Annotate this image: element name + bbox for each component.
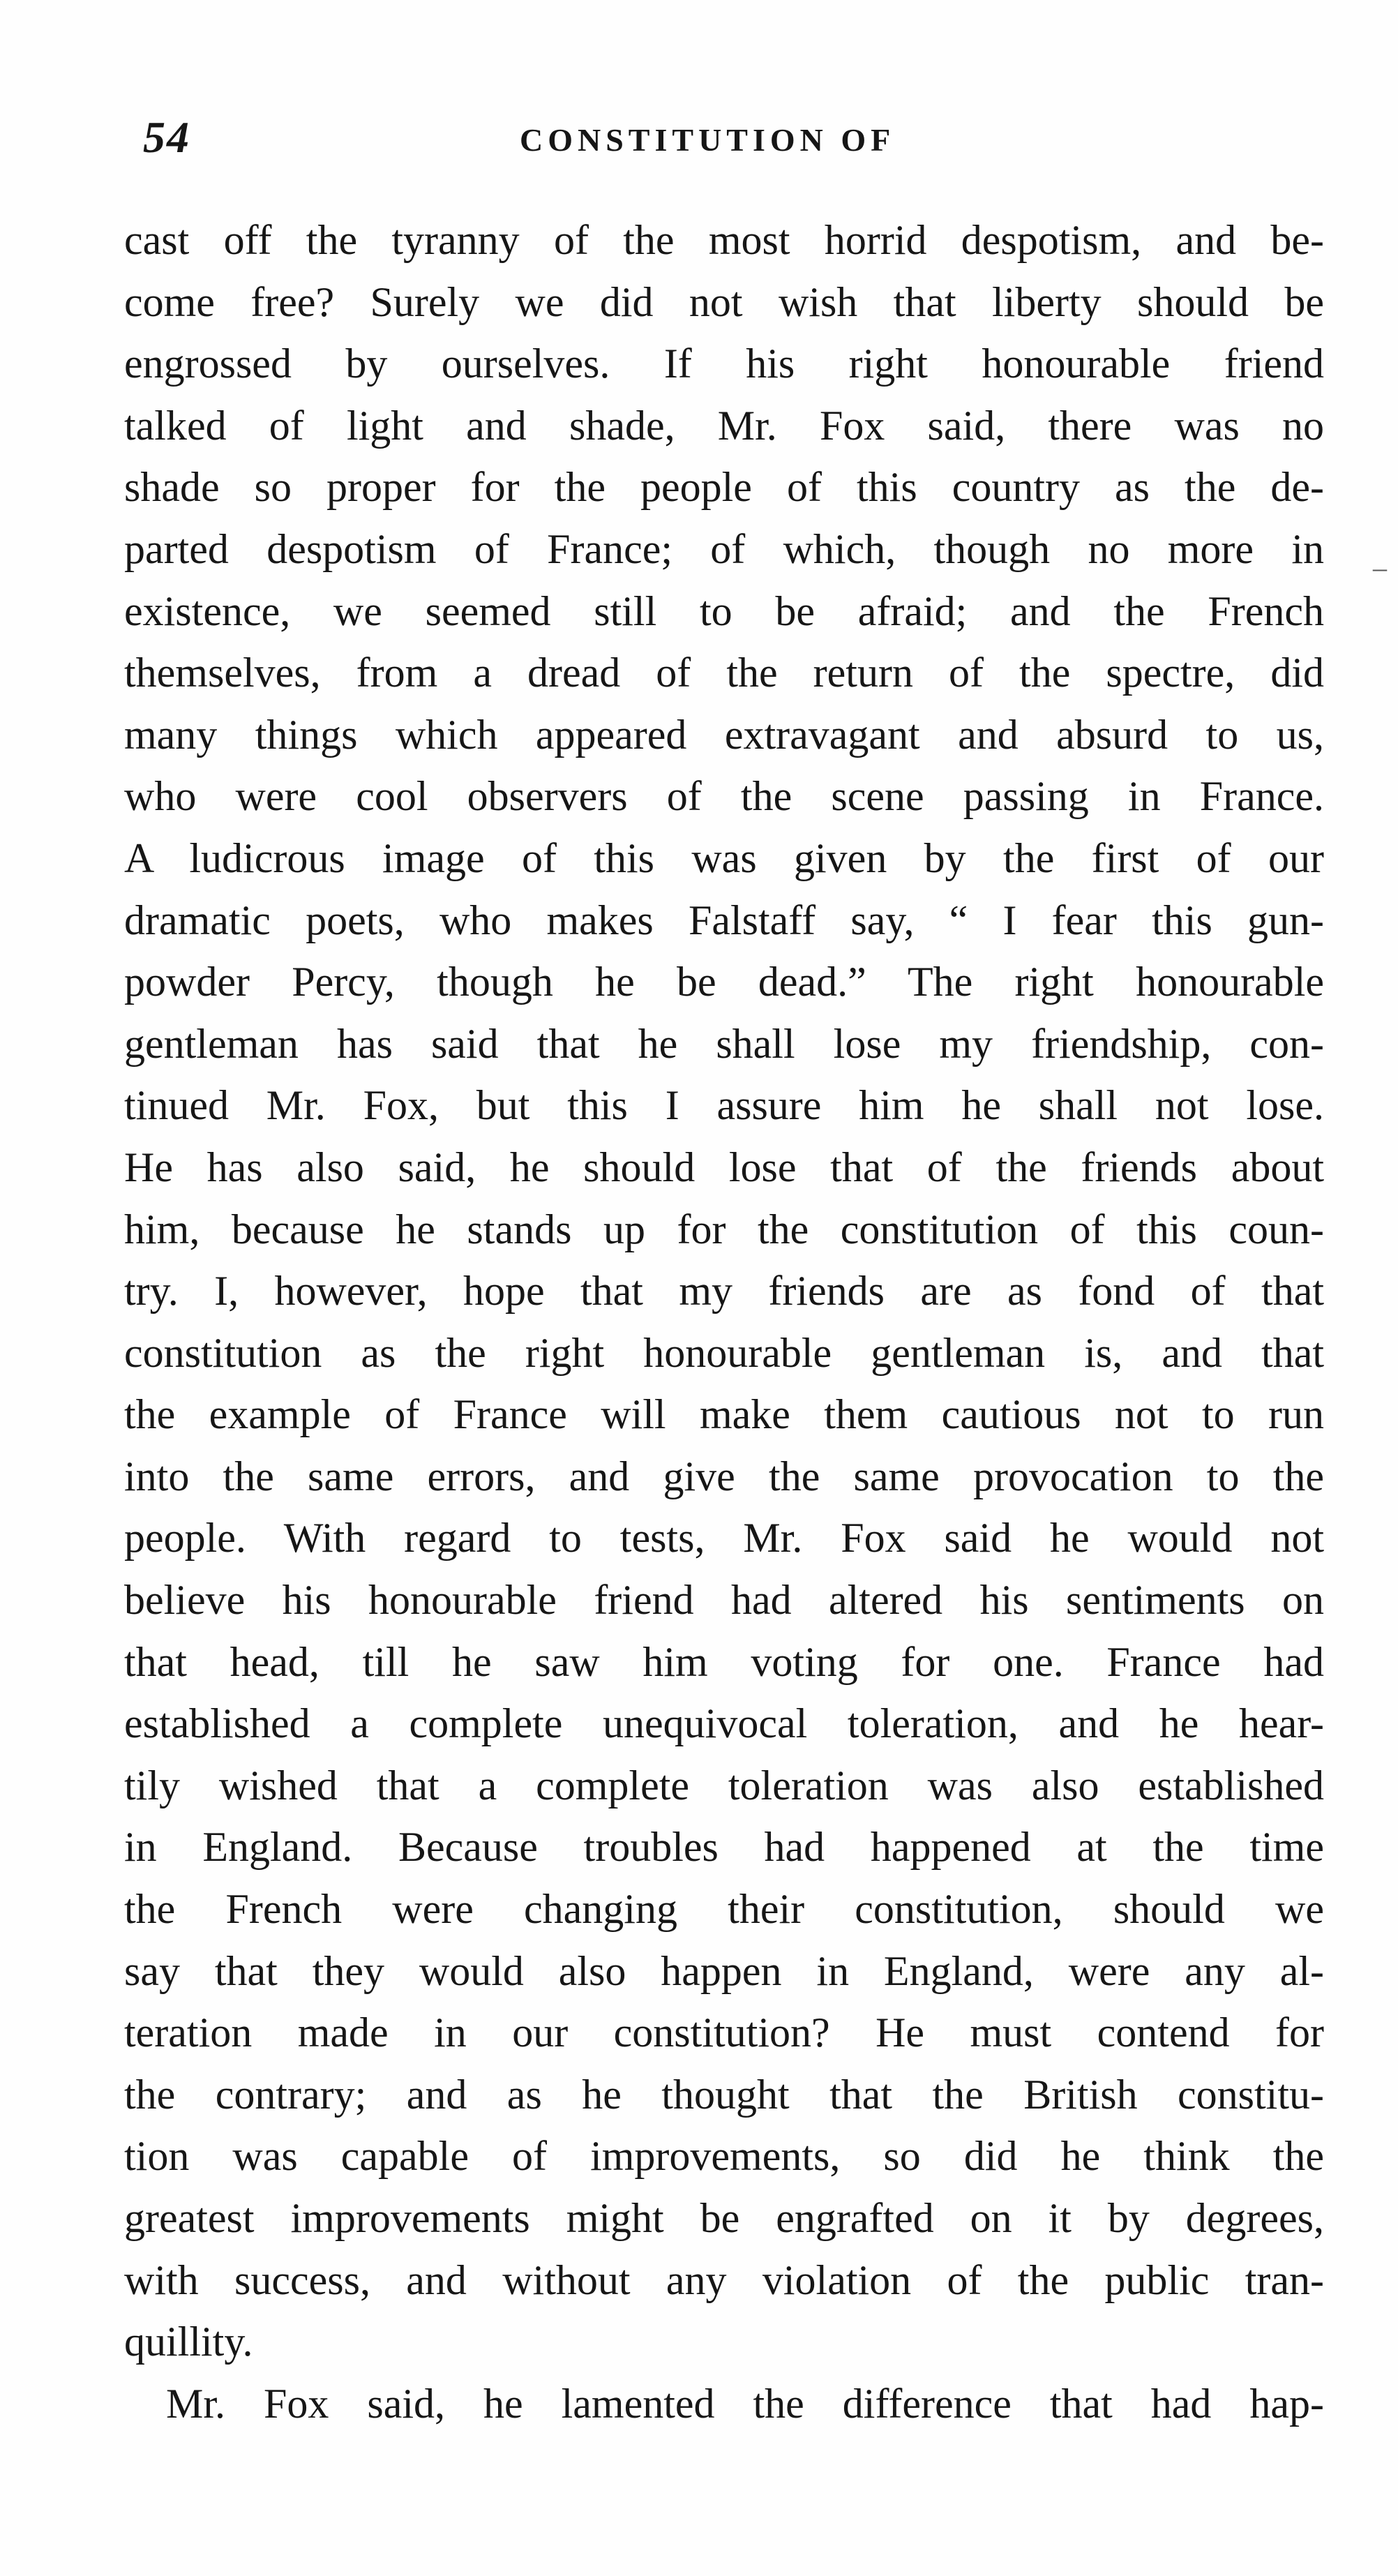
text-line-5: shade so proper for the people of this country as the de- (124, 464, 1324, 511)
running-head (143, 112, 1315, 174)
text-line-35: quillity. (124, 2319, 253, 2365)
text-line-31: the contrary; and as he thought that the British constitu- (124, 2071, 1324, 2118)
text-line-8: themselves, from a dread of the return of the spectre, did (124, 650, 1324, 696)
text-line-4: talked of light and shade, Mr. Fox said, there was no (124, 402, 1324, 449)
text-line-18: try. I, however, hope that my friends are as fond of that (124, 1268, 1324, 1315)
text-line-33: greatest improvements might be engrafted on it by degrees, (124, 2195, 1324, 2241)
text-line-14: gentleman has said that he shall lose my friendship, con- (124, 1020, 1324, 1067)
running-title: CONSTITUTION OF (520, 122, 896, 158)
text-line-32: tion was capable of improvements, so did he think the (124, 2133, 1324, 2180)
text-line-19: constitution as the right honourable gentleman is, and that (124, 1329, 1324, 1376)
text-line-22: people. With regard to tests, Mr. Fox said he would not (124, 1515, 1324, 1562)
text-line-2: come free? Surely we did not wish that liberty should be (124, 278, 1324, 325)
body-text (124, 209, 1324, 2434)
text-line-24: that head, till he saw him voting for one. France had (124, 1638, 1324, 1685)
text-line-27: in England. Because troubles had happened at the time (124, 1824, 1324, 1871)
text-line-20: the example of France will make them cautious not to run (124, 1391, 1324, 1438)
text-line-30: teration made in our constitution? He must contend for (124, 2009, 1324, 2056)
text-line-7: existence, we seemed still to be afraid; and the French (124, 587, 1324, 634)
text-line-25: established a complete unequivocal toleration, and he hear- (124, 1700, 1324, 1747)
text-line-16: He has also said, he should lose that of the friends about (124, 1144, 1324, 1190)
text-line-9: many things which appeared extravagant and absurd to us, (124, 711, 1324, 758)
page-number: 54 (143, 112, 190, 162)
text-line-36: Mr. Fox said, he lamented the difference that had hap- (166, 2380, 1324, 2427)
text-line-11: A ludicrous image of this was given by the first of our (124, 834, 1324, 881)
text-line-12: dramatic poets, who makes Falstaff say, “ I fear this gun- (124, 897, 1324, 943)
margin-dash-mark: – (1373, 552, 1387, 583)
text-line-34: with success, and without any violation of the public tran- (124, 2256, 1324, 2303)
text-line-28: the French were changing their constitution, should we (124, 1886, 1324, 1933)
text-line-1: cast off the tyranny of the most horrid despotism, and be- (124, 217, 1324, 263)
text-line-17: him, because he stands up for the constitution of this coun- (124, 1206, 1324, 1252)
text-line-29: say that they would also happen in England, were any al- (124, 1947, 1324, 1994)
text-line-13: powder Percy, though he be dead.” The right honourable (124, 959, 1324, 1005)
text-line-6: parted despotism of France; of which, though no more in (124, 525, 1324, 572)
text-line-3: engrossed by ourselves. If his right honourable friend (124, 340, 1324, 387)
text-line-10: who were cool observers of the scene passing in France. (124, 773, 1324, 820)
text-line-15: tinued Mr. Fox, but this I assure him he shall not lose. (124, 1082, 1324, 1129)
text-line-21: into the same errors, and give the same provocation to the (124, 1453, 1324, 1499)
text-line-26: tily wished that a complete toleration was also established (124, 1762, 1324, 1809)
text-line-23: believe his honourable friend had altered his sentiments on (124, 1577, 1324, 1624)
